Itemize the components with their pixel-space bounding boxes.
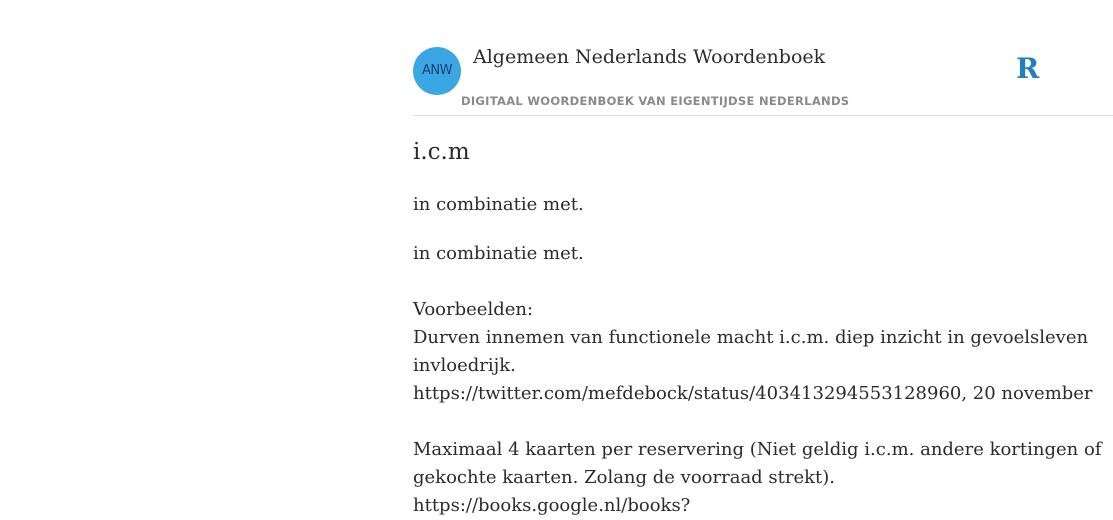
site-header bbox=[413, 0, 1113, 116]
entry-body bbox=[413, 240, 1113, 520]
examples-label: Voorbeelden: bbox=[413, 299, 534, 320]
entry-summary: in combinatie met. bbox=[413, 194, 584, 215]
example-text: invloedrijk. bbox=[413, 355, 516, 376]
site-subtitle: DIGITAAL WOORDENBOEK VAN EIGENTIJDSE NEDERLANDS bbox=[461, 94, 850, 108]
example-text: Maximaal 4 kaarten per reservering (Niet geldig i.c.m. andere kortingen of bbox=[413, 439, 1102, 460]
header-divider bbox=[413, 115, 1113, 116]
page bbox=[413, 0, 1113, 516]
entry-definition: in combinatie met. bbox=[413, 243, 584, 264]
example-source: https://twitter.com/mefdebock/status/403413294553128960, 20 november bbox=[413, 383, 1093, 404]
site-title[interactable]: Algemeen Nederlands Woordenboek bbox=[473, 46, 826, 68]
spacer bbox=[413, 408, 1113, 436]
anw-logo[interactable]: ANW bbox=[413, 47, 461, 95]
nav-link-partial[interactable]: R bbox=[1016, 52, 1040, 85]
example-source: https://books.google.nl/books? bbox=[413, 495, 691, 516]
entry-headword: i.c.m bbox=[413, 139, 470, 165]
example-text: Durven innemen van functionele macht i.c.m. diep inzicht in gevoelsleven bbox=[413, 327, 1089, 348]
example-text: gekochte kaarten. Zolang de voorraad strekt). bbox=[413, 467, 836, 488]
spacer bbox=[413, 268, 1113, 296]
